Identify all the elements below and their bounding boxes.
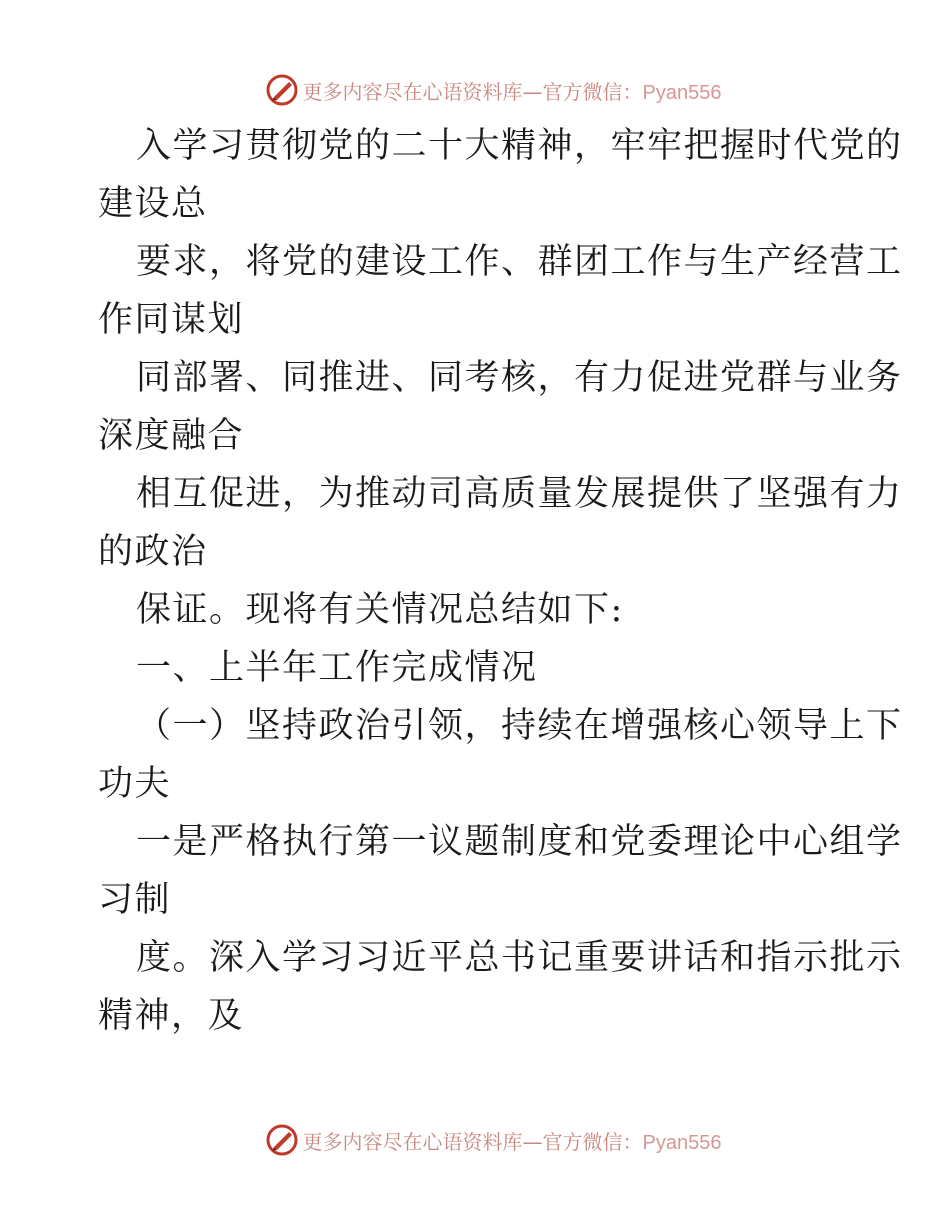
body-line: 入学习贯彻党的二十大精神，牢牢把握时代党的 xyxy=(136,126,903,166)
footer-wechat-id: Pyan556 xyxy=(642,1131,722,1154)
body-line: 功夫 xyxy=(98,764,172,804)
footer-banner-text: 更多内容尽在心语资料库—官方微信：Pyan556 xyxy=(302,1129,722,1154)
document-body xyxy=(98,117,903,1045)
section-heading: 一、上半年工作完成情况 xyxy=(136,648,538,688)
subsection-heading: （一）坚持政治引领，持续在增强核心领导上下 xyxy=(136,706,903,746)
body-line: 作同谋划 xyxy=(98,300,245,340)
footer-banner xyxy=(0,1120,950,1160)
body-line: 深度融合 xyxy=(98,416,245,456)
pen-logo-icon xyxy=(265,1123,299,1157)
body-line: 保证。现将有关情况总结如下: xyxy=(136,590,624,630)
body-line: 要求，将党的建设工作、群团工作与生产经营工 xyxy=(136,242,903,282)
header-wechat-id: Pyan556 xyxy=(642,81,722,104)
body-line: 同部署、同推进、同考核，有力促进党群与业务 xyxy=(136,358,903,398)
body-line: 度。深入学习习近平总书记重要讲话和指示批示 xyxy=(136,938,903,978)
body-line: 相互促进，为推动司高质量发展提供了坚强有力 xyxy=(136,474,903,514)
body-line: 一是严格执行第一议题制度和党委理论中心组学 xyxy=(136,822,903,862)
body-line: 精神，及 xyxy=(98,996,245,1036)
body-line: 习制 xyxy=(98,880,172,920)
pen-logo-icon xyxy=(265,73,299,107)
header-banner xyxy=(0,70,950,110)
header-banner-text: 更多内容尽在心语资料库—官方微信：Pyan556 xyxy=(302,79,722,104)
body-line: 的政治 xyxy=(98,532,208,572)
body-line: 建设总 xyxy=(98,184,208,224)
